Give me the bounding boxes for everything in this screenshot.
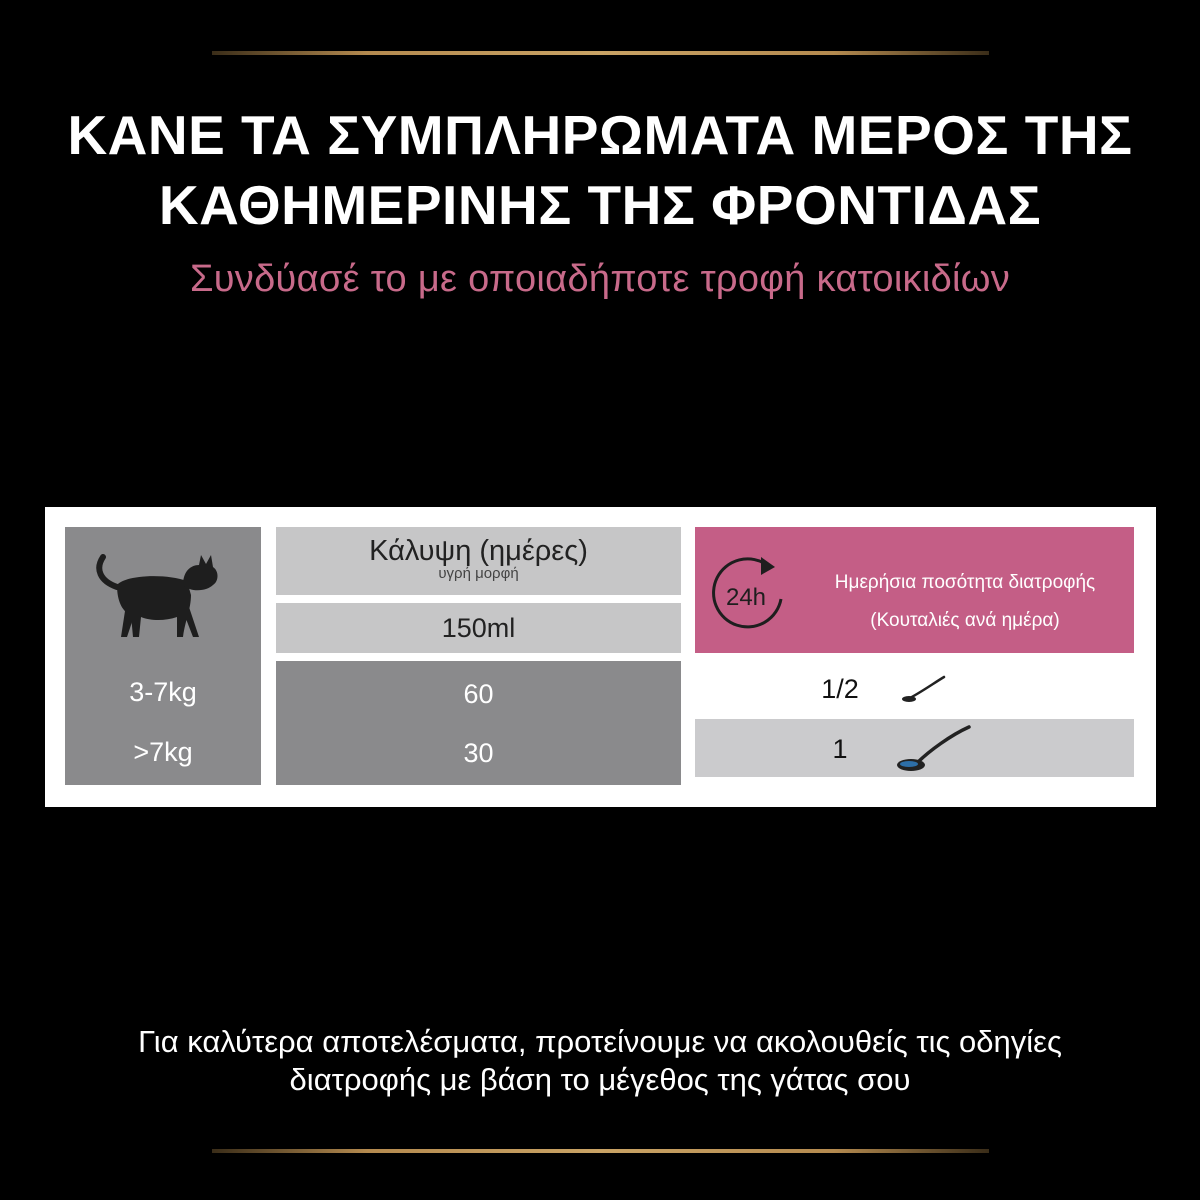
weight-range-small: 3-7kg: [129, 677, 197, 707]
daily-amount-title: Ημερήσια ποσότητα διατροφής: [834, 572, 1096, 593]
bottom-gold-divider: [212, 1149, 989, 1153]
headline-line-2: ΚΑΘΗΜΕΡΙΝΗΣ ΤΗΣ ΦΡΟΝΤΙΔΑΣ: [158, 174, 1042, 236]
coverage-days-large: 30: [463, 738, 494, 768]
coverage-unit: 150ml: [276, 603, 681, 653]
24h-clock-icon: [705, 551, 791, 637]
daily-amount-header: [695, 527, 1134, 653]
footer-line-1: Για καλύτερα αποτελέσματα, προτείνουμε να ακολουθείς τις οδηγίες: [138, 1024, 1062, 1059]
cat-icon: [95, 551, 225, 641]
footer-note: [0, 1023, 1200, 1099]
footer-line-2: διατροφής με βάση το μέγεθος της γάτας σου: [289, 1062, 911, 1097]
spoon-amount-small: 1/2: [821, 674, 859, 704]
spoon-icon: [895, 721, 975, 775]
spoon-icon: [900, 673, 950, 705]
weight-range-large: >7kg: [133, 737, 193, 767]
feeding-table: [45, 507, 1156, 807]
headline-line-1: ΚΑΝΕ ΤΑ ΣΥΜΠΛΗΡΩΜΑΤΑ ΜΕΡΟΣ ΤΗΣ: [67, 104, 1133, 166]
cat-weight-column: [65, 527, 261, 785]
headline: [0, 100, 1200, 240]
coverage-days-small: 60: [463, 679, 494, 709]
clock-label: 24h: [725, 584, 767, 611]
subtitle: Συνδύασέ το με οποιαδήποτε τροφή κατοικιδίων: [189, 258, 1011, 300]
coverage-subtitle: υγρή μορφή: [438, 565, 519, 582]
coverage-values: [276, 661, 681, 785]
daily-amount-note: (Κουταλιές ανά ημέρα): [870, 610, 1060, 631]
spoon-amount-large: 1: [832, 734, 848, 764]
daily-amount-row-large: [695, 719, 1134, 777]
coverage-title: Κάλυψη (ημέρες): [369, 535, 588, 567]
top-gold-divider: [212, 51, 989, 55]
daily-amount-row-small: [695, 661, 1134, 715]
coverage-header: [276, 527, 681, 595]
